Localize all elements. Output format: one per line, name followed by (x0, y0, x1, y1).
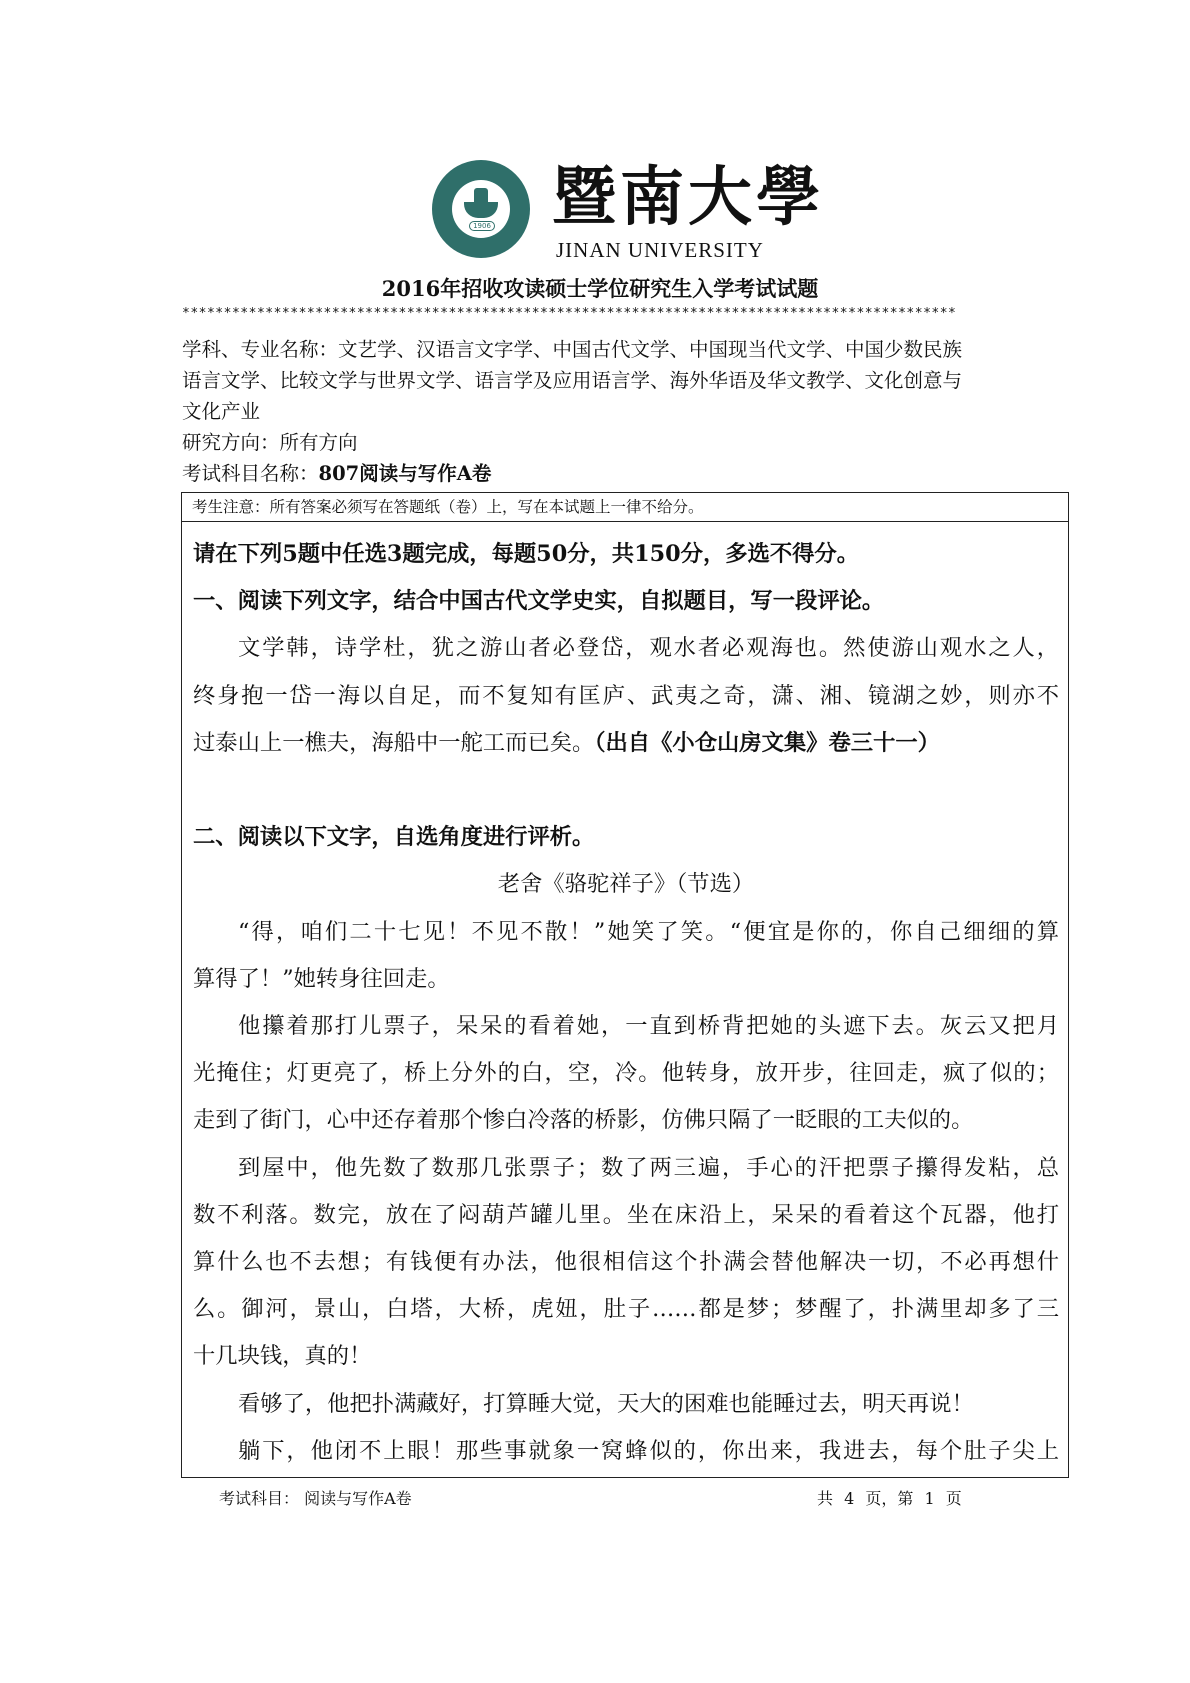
question-2-passage (193, 909, 1059, 1475)
q1-line (193, 720, 1059, 767)
q2-line: 十几块钱，真的！ (193, 1343, 372, 1370)
footer-page-count: 共 4 页，第 1 页 (817, 1489, 962, 1508)
q2-line: 算得了！”她转身往回走。 (193, 965, 450, 992)
university-seal-logo (432, 160, 530, 258)
q2-line: “得，咱们二十七见！不见不散！”她笑了笑。“便宜是你的，你自己细细的算 (238, 918, 1059, 945)
question-2-title: 二、阅读以下文字，自选角度进行评析。 (193, 824, 595, 851)
q2-line: 数不利落。数完，放在了闷葫芦罐儿里。坐在床沿上，呆呆的看着这个瓦器，他打 (193, 1201, 1059, 1228)
q1-line: 文学韩，诗学杜，犹之游山者必登岱，观水者必观海也。然使游山观水之人， (238, 635, 1059, 662)
major-line-2: 语言文学、比较文学与世界文学、语言学及应用语言学、海外华语及华文教学、文化创意与 (182, 369, 963, 392)
exam-title: 2016年招收攻读硕士学位研究生入学考试试题 (381, 276, 819, 301)
star-divider: ********************************************************************************************* (182, 306, 957, 321)
major-line-3: 文化产业 (182, 400, 261, 423)
q2-line: 看够了，他把扑满藏好，打算睡大觉，天大的困难也能睡过去，明天再说！ (238, 1390, 974, 1417)
major-line-1: 学科、专业名称：文艺学、汉语言文字学、中国古代文学、中国现当代文学、中国少数民族 (182, 338, 963, 361)
exam-subject (182, 458, 491, 489)
q2-line: 么。御河，景山，白塔，大桥，虎妞，肚子……都是梦；梦醒了，扑满里却多了三 (193, 1296, 1059, 1323)
q1-line: 终身抱一岱一海以自足，而不复知有匡庐、武夷之奇，潇、湘、镜湖之妙，则亦不 (193, 682, 1059, 709)
q2-line: 算什么也不去想；有钱便有办法，他很相信这个扑满会替他解决一切，不必再想什 (193, 1249, 1059, 1276)
instruction: 请在下列5题中任选3题完成，每题50分，共150分，多选不得分。 (193, 541, 860, 567)
university-name-cn: 暨南大學 (552, 160, 824, 235)
subject-label: 考试科目名称： (182, 462, 319, 485)
q1-last: 过泰山上一樵夫，海船中一舵工而已矣。 (193, 729, 595, 756)
exam-content-box (181, 492, 1069, 1478)
university-name-en: JINAN UNIVERSITY (556, 238, 764, 262)
research-direction: 研究方向：所有方向 (182, 431, 358, 454)
q2-line: 躺下，他闭不上眼！那些事就象一窝蜂似的，你出来，我进去，每个肚子尖上 (238, 1437, 1059, 1464)
exam-content (193, 531, 1059, 1475)
question-2-subtitle: 老舍《骆驼祥子》（节选） (497, 871, 755, 898)
subject-value: 807阅读与写作A卷 (318, 462, 492, 485)
question-1-title: 一、阅读下列文字，结合中国古代文学史实，自拟题目，写一段评论。 (193, 588, 885, 615)
footer-subject: 考试科目： 阅读与写作A卷 (219, 1489, 412, 1508)
q2-line: 他攥着那打儿票子，呆呆的看着她，一直到桥背把她的头遮下去。灰云又把月 (238, 1013, 1059, 1040)
q1-source: （出自《小仓山房文集》卷三十一） (594, 729, 940, 756)
seal-year: 1906 (469, 221, 495, 231)
candidate-notice: 考生注意：所有答案必须写在答题纸（卷）上，写在本试题上一律不给分。 (182, 493, 1068, 522)
q2-line: 到屋中，他先数了数那几张票子；数了两三遍，手心的汗把票子攥得发粘，总 (238, 1154, 1059, 1181)
q2-line: 走到了街门，心中还存着那个惨白冷落的桥影，仿佛只隔了一眨眼的工夫似的。 (193, 1107, 974, 1134)
q2-line: 光掩住；灯更亮了，桥上分外的白，空，冷。他转身，放开步，往回走，疯了似的； (193, 1060, 1059, 1087)
